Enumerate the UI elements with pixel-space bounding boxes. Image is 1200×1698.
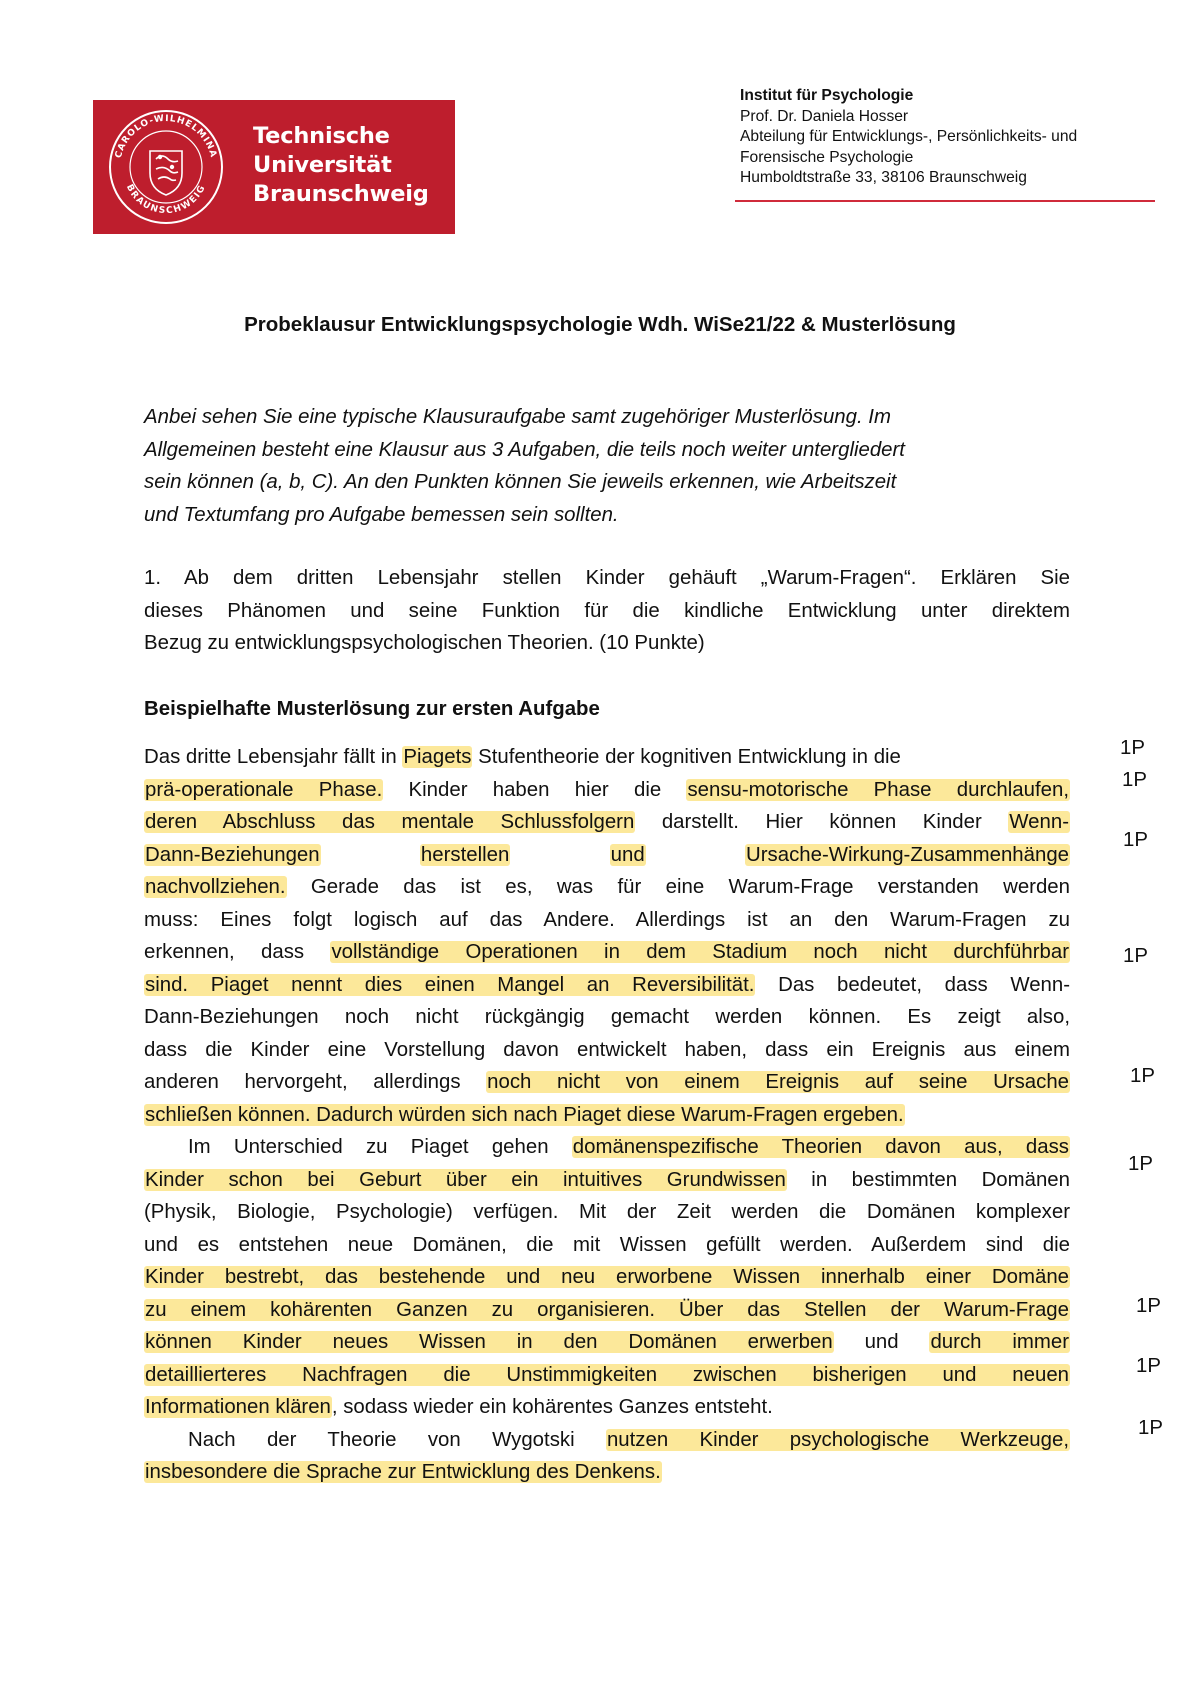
intro-line: sein können (a, b, C). An den Punkten können Sie jeweils erkennen, wie Arbeitszeit [144,471,897,493]
answer-text [510,844,609,866]
points-label: 1P [1130,1065,1155,1087]
points-label: 1P [1128,1153,1153,1175]
answer-text: , sodass wieder ein kohärentes Ganzes entsteht. [331,1396,773,1418]
answer-text: erkennen, dass [144,941,331,963]
points-label: 1P [1123,829,1148,851]
answer-text [321,844,420,866]
points-label: 1P [1136,1295,1161,1317]
answer-line [144,936,1070,969]
answer-text: Gerade das ist es, was für eine Warum-Frage verstanden werden [286,876,1070,898]
answer-line [144,1001,1070,1034]
answer-line [144,1261,1070,1294]
highlighted-text: noch nicht von einem Ereignis auf seine Ursache [487,1071,1069,1093]
answer-line [144,1456,1070,1489]
points-label: 1P [1123,945,1148,967]
logo-line: Technische [253,123,390,149]
answer-text: (Physik, Biologie, Psychologie) verfügen. Mit der Zeit werden die Domänen komplexer [144,1201,1070,1223]
answer-line [144,1326,1070,1359]
answer-line [144,1229,1070,1262]
highlighted-text: können Kinder neues Wissen in den Domänen erwerben [145,1331,833,1353]
answer-text: Das dritte Lebensjahr fällt in [144,746,403,768]
answer-line [144,1099,1070,1132]
answer-line [144,806,1070,839]
header-divider [735,200,1155,202]
answer-line [144,1196,1070,1229]
institute-line: Humboldtstraße 33, 38106 Braunschweig [740,169,1027,186]
institute-address-block [740,86,1077,189]
intro-paragraph [144,401,1074,531]
answer-text: Das bedeutet, dass Wenn- [755,973,1071,996]
answer-line [144,1034,1070,1067]
intro-line: und Textumfang pro Aufgabe bemessen sein sollten. [144,503,619,526]
question-line: dieses Phänomen und seine Funktion für die kindliche Entwicklung unter direktem [144,599,1070,622]
model-answer [144,741,1070,1489]
answer-text: darstellt. Hier können Kinder [635,811,1009,833]
highlighted-text: Kinder bestrebt, das bestehende und neu erworbene Wissen innerhalb einer Domäne [145,1266,1069,1288]
institute-name: Institut für Psychologie [740,87,914,104]
intro-line: Anbei sehen Sie eine typische Klausuraufgabe samt zugehöriger Musterlösung. Im [144,406,891,428]
svg-text:CAROLO-WILHELMINA: CAROLO-WILHELMINA [113,113,219,160]
answer-line [144,1391,1070,1424]
answer-text: und [833,1331,930,1353]
points-label: 1P [1138,1417,1163,1439]
answer-text: Im Unterschied zu Piaget gehen [188,1136,572,1158]
answer-line [144,741,1070,774]
institute-line: Forensische Psychologie [740,148,914,166]
highlighted-text: nutzen Kinder psychologische Werkzeuge, [606,1428,1069,1451]
answer-text: dass die Kinder eine Vorstellung davon entwickelt haben, dass ein Ereignis aus einem [144,1038,1070,1061]
highlighted-text: durch immer [930,1331,1069,1353]
answer-text: anderen hervorgeht, allerdings [144,1071,487,1093]
answer-line [144,1164,1070,1197]
answer-line [144,1066,1070,1099]
highlighted-text: schließen können. Dadurch würden sich nach Piaget diese Warum-Fragen ergeben. [145,1103,904,1126]
highlighted-text: und [610,843,645,866]
points-label: 1P [1136,1355,1161,1377]
answer-line [144,1294,1070,1327]
highlighted-text: vollständige Operationen in dem Stadium noch nicht durchführbar [331,941,1069,963]
highlighted-text: zu einem kohärenten Ganzen zu organisieren. Über das Stellen der Warum-Frage [145,1298,1069,1321]
logo-line: Universität [253,152,392,178]
answer-text [646,844,745,866]
highlighted-text: Informationen klären [145,1396,331,1418]
points-label: 1P [1122,769,1147,791]
answer-text: Nach der Theorie von Wygotski [188,1428,606,1451]
answer-line [144,871,1070,904]
highlighted-text: nachvollziehen. [145,876,286,898]
highlighted-text: insbesondere die Sprache zur Entwicklung des Denkens. [145,1461,661,1483]
exam-question [144,562,1070,660]
highlighted-text: detaillierteres Nachfragen die Unstimmigkeiten zwischen bisherigen und neuen [145,1363,1069,1386]
answer-text: in bestimmten Domänen [786,1168,1070,1191]
answer-line [144,1359,1070,1392]
highlighted-text: sind. Piaget nennt dies einen Mangel an Reversibilität. [145,973,755,996]
question-line: 1. Ab dem dritten Lebensjahr stellen Kinder gehäuft „Warum-Fragen“. Erklären Sie [144,567,1070,589]
university-seal-icon [106,107,226,227]
question-line: Bezug zu entwicklungspsychologischen Theorien. (10 Punkte) [144,632,705,654]
answer-line [144,969,1070,1002]
answer-line [144,839,1070,872]
logo-line: Braunschweig [253,181,429,207]
highlighted-text: Piagets [403,746,472,768]
institute-line: Abteilung für Entwicklungs-, Persönlichkeits- und [740,128,1078,145]
highlighted-text: Dann-Beziehungen [145,843,320,866]
highlighted-text: Kinder schon bei Geburt über ein intuitives Grundwissen [145,1168,786,1191]
answer-line [144,774,1070,807]
highlighted-text: domänenspezifische Theorien davon aus, dass [572,1136,1069,1158]
highlighted-text: sensu-motorische Phase durchlaufen, [687,778,1069,801]
answer-text: Kinder haben hier die [383,778,687,801]
intro-line: Allgemeinen besteht eine Klausur aus 3 Aufgaben, die teils noch weiter untergliedert [144,438,905,461]
institute-line: Prof. Dr. Daniela Hosser [740,107,909,125]
answer-text: und es entstehen neue Domänen, die mit Wissen gefüllt werden. Außerdem sind die [144,1233,1070,1256]
answer-text: muss: Eines folgt logisch auf das Andere. Allerdings ist an den Warum-Fragen zu [144,908,1070,931]
highlighted-text: herstellen [420,843,510,866]
points-label: 1P [1120,737,1145,759]
svg-text:BRAUNSCHWEIG: BRAUNSCHWEIG [123,182,209,217]
document-title: Probeklausur Entwicklungspsychologie Wdh. WiSe21/22 & Musterlösung [244,313,956,336]
university-name [253,122,429,209]
answer-text: Stufentheorie der kognitiven Entwicklung in die [472,746,901,768]
highlighted-text: deren Abschluss das mentale Schlussfolgern [145,811,635,833]
answer-text: Dann-Beziehungen noch nicht rückgängig gemacht werden können. Es zeigt also, [144,1006,1070,1028]
answer-line [144,1424,1070,1457]
highlighted-text: Ursache-Wirkung-Zusammenhänge [746,843,1070,866]
solution-heading: Beispielhafte Musterlösung zur ersten Aufgabe [144,698,600,720]
answer-line [144,1131,1070,1164]
university-logo [93,100,455,234]
highlighted-text: prä-operationale Phase. [145,778,383,801]
answer-line [144,904,1070,937]
highlighted-text: Wenn- [1009,811,1069,833]
